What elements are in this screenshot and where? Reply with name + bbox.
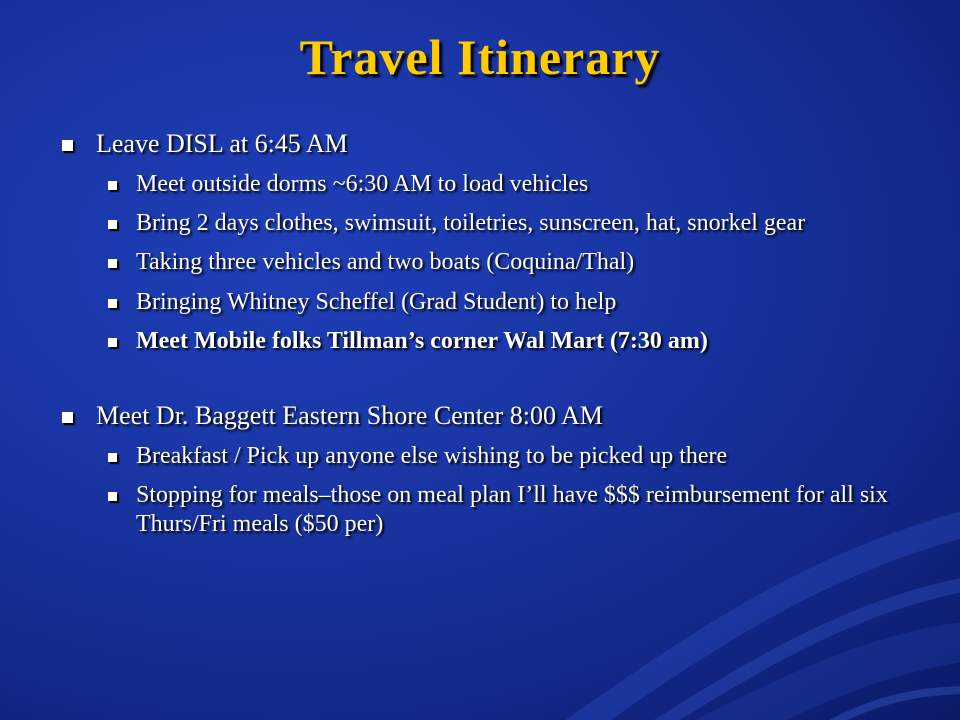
square-bullet-icon <box>108 259 117 268</box>
list-item <box>60 248 930 277</box>
list-item-text: Stopping for meals–those on meal plan I’ll have $$$ reimbursement for all six Thurs/Fri meals ($50 per) <box>136 482 888 538</box>
list-item-text: Meet outside dorms ~6:30 AM to load vehicles <box>136 170 589 197</box>
square-bullet-icon <box>108 299 117 308</box>
list-item-text: Meet Mobile folks Tillman’s corner Wal Mart (7:30 am) <box>136 327 708 354</box>
list-item <box>60 327 930 356</box>
list-item <box>60 481 930 540</box>
list-item-text: Breakfast / Pick up anyone else wishing to be picked up there <box>136 442 728 469</box>
square-bullet-icon <box>62 412 73 423</box>
list-item <box>60 209 930 238</box>
section-heading: Leave DISL at 6:45 AM <box>96 129 348 158</box>
bullet-list <box>60 128 930 540</box>
list-item <box>60 128 930 160</box>
list-item <box>60 288 930 317</box>
square-bullet-icon <box>108 453 117 462</box>
square-bullet-icon <box>62 140 73 151</box>
list-item <box>60 400 930 432</box>
slide-title: Travel Itinerary <box>299 29 661 85</box>
list-item <box>60 442 930 471</box>
list-item <box>60 170 930 199</box>
section-heading: Meet Dr. Baggett Eastern Shore Center 8:00 AM <box>96 401 603 431</box>
square-bullet-icon <box>108 220 117 229</box>
square-bullet-icon <box>108 492 117 501</box>
square-bullet-icon <box>108 181 117 190</box>
list-item-text: Taking three vehicles and two boats (Coquina/Thal) <box>136 249 635 276</box>
square-bullet-icon <box>108 338 117 347</box>
list-item-text: Bringing Whitney Scheffel (Grad Student) to help <box>136 288 617 315</box>
list-item-text: Bring 2 days clothes, swimsuit, toiletries, sunscreen, hat, snorkel gear <box>136 209 806 236</box>
